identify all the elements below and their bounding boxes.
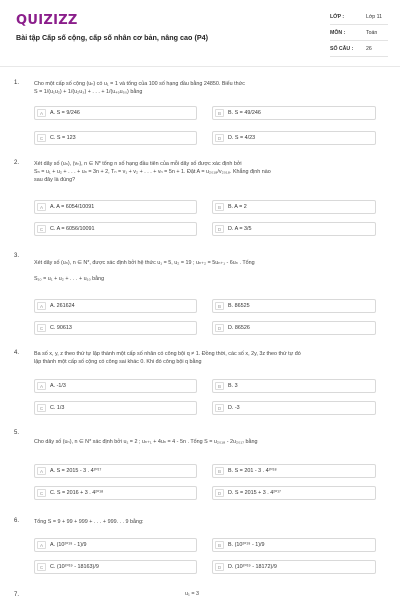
question-number: 5. xyxy=(14,430,20,436)
option-text: A. (10²⁰¹⁹ - 1)/9 xyxy=(50,542,87,548)
option-letter: B xyxy=(215,109,224,117)
option-d[interactable] xyxy=(212,560,376,574)
question-text xyxy=(34,518,384,526)
meta-label: MÔN : xyxy=(330,30,346,36)
question-line: Tổng S = 9 + 99 + 999 + . . . + 999. . . 9 bằng: xyxy=(34,519,144,525)
option-letter: A xyxy=(37,541,46,549)
question-number: 3. xyxy=(14,253,20,259)
option-a[interactable] xyxy=(34,464,197,478)
question-number: 1. xyxy=(14,80,20,86)
question-line: Xét dãy số (uₙ), n ∈ N*, được xác định bởi hệ thức u₁ = 5, u₂ = 19 ; uₙ₊₂ = 5uₙ₊₁ - 6uₙ . Tổng xyxy=(34,260,255,266)
meta-divider xyxy=(330,56,388,57)
option-letter: D xyxy=(215,489,224,497)
option-a[interactable] xyxy=(34,106,197,120)
question-line: Ba số x, y, z theo thứ tự lập thành một cấp số nhân có công bội q ≠ 1. Đồng thời, các số x, 2y, 3z theo thứ tự đó xyxy=(34,351,301,357)
option-a[interactable] xyxy=(34,538,197,552)
option-a[interactable] xyxy=(34,200,197,214)
option-text: C. S = 2016 + 3 . 4²⁰¹⁸ xyxy=(50,490,104,496)
question-number: 6. xyxy=(14,518,20,524)
option-letter: B xyxy=(215,382,224,390)
question-line: Cho một cấp số cộng (uₙ) có u₁ = 1 và tổng của 100 số hạng đầu bằng 24850. Biểu thức xyxy=(34,81,245,87)
question-line: S₁₀ = u₁ + u₂ + . . . + u₁₀ bằng xyxy=(34,276,105,282)
option-text: C. 90613 xyxy=(50,325,72,331)
option-letter: A xyxy=(37,203,46,211)
meta-value: Toán xyxy=(366,30,378,36)
option-d[interactable] xyxy=(212,486,376,500)
question-line: lập thành một cấp số cộng có công sai khác 0. Khi đó công bội q bằng xyxy=(34,359,202,365)
option-text: D. 86526 xyxy=(228,325,250,331)
question-line: Xét dãy số (uₙ), (vₙ), n ∈ N* tổng n số hạng đầu tiên của mỗi dãy số được xác định bởi xyxy=(34,161,242,167)
option-text: B. A = 2 xyxy=(228,204,247,210)
option-d[interactable] xyxy=(212,401,376,415)
option-letter: B xyxy=(215,467,224,475)
option-text: A. A = 6054/10091 xyxy=(50,204,95,210)
question-text xyxy=(185,590,245,598)
worksheet-title: Bài tập Cấp số cộng, cấp số nhân cơ bản, nâng cao (P4) xyxy=(16,33,209,42)
option-text: B. S = 49/246 xyxy=(228,110,261,116)
option-letter: A xyxy=(37,467,46,475)
option-a[interactable] xyxy=(34,379,197,393)
question-line: S = 1/(u₁u₂) + 1/(u₂u₃) + . . . + 1/(u₄₉u₅₀) bằng xyxy=(34,89,143,95)
option-b[interactable] xyxy=(212,538,376,552)
option-letter: C xyxy=(37,404,46,412)
option-text: D. (10²⁰¹⁹ - 18172)/9 xyxy=(228,564,277,570)
option-text: A. 261624 xyxy=(50,303,75,309)
option-text: A. S = 9/246 xyxy=(50,110,80,116)
header-divider xyxy=(0,66,400,67)
question-text xyxy=(34,438,384,446)
option-text: C. 1/3 xyxy=(50,405,65,411)
option-text: D. S = 4/23 xyxy=(228,135,256,141)
option-text: D. -3 xyxy=(228,405,240,411)
option-d[interactable] xyxy=(212,321,376,335)
meta-value: Lớp 11 xyxy=(366,14,382,20)
option-text: B. 86525 xyxy=(228,303,250,309)
option-c[interactable] xyxy=(34,321,197,335)
option-d[interactable] xyxy=(212,131,376,145)
option-letter: A xyxy=(37,109,46,117)
option-letter: C xyxy=(37,324,46,332)
option-letter: C xyxy=(37,489,46,497)
question-line: sau đây là đúng? xyxy=(34,177,76,183)
option-text: D. S = 2015 + 3 . 4²⁰¹⁷ xyxy=(228,490,281,496)
worksheet-header xyxy=(0,0,400,64)
meta-divider xyxy=(330,40,388,41)
option-letter: D xyxy=(215,563,224,571)
option-letter: D xyxy=(215,225,224,233)
option-letter: C xyxy=(37,563,46,571)
option-c[interactable] xyxy=(34,560,197,574)
option-text: D. A = 3/5 xyxy=(228,226,252,232)
question-text xyxy=(34,160,384,184)
option-b[interactable] xyxy=(212,106,376,120)
option-text: C. (10²⁰¹⁹ - 18163)/9 xyxy=(50,564,99,570)
meta-label: LỚP : xyxy=(330,14,345,20)
option-letter: D xyxy=(215,404,224,412)
question-text xyxy=(34,350,384,366)
question-number: 7. xyxy=(14,592,20,598)
option-letter: B xyxy=(215,203,224,211)
option-letter: B xyxy=(215,541,224,549)
option-b[interactable] xyxy=(212,200,376,214)
option-text: A. S = 2015 - 3 . 4²⁰¹⁷ xyxy=(50,468,102,474)
option-c[interactable] xyxy=(34,222,197,236)
option-text: C. S = 123 xyxy=(50,135,76,141)
question-text xyxy=(34,80,384,96)
question-number: 2. xyxy=(14,160,20,166)
question-line: Sₙ = u₁ + u₂ + . . . + uₙ = 3n + 2, Tₙ = v₁ + v₂ + . . . + vₙ = 5n + 1. Đặt A = u₂₀₁₈/v₂₀₁₈. Khẳng định nào xyxy=(34,169,271,175)
option-text: C. A = 6056/10091 xyxy=(50,226,95,232)
option-d[interactable] xyxy=(212,222,376,236)
option-letter: D xyxy=(215,324,224,332)
option-letter: A xyxy=(37,382,46,390)
option-letter: B xyxy=(215,302,224,310)
option-c[interactable] xyxy=(34,401,197,415)
meta-label: SỐ CÂU : xyxy=(330,46,354,52)
option-text: B. (10²⁰¹⁹ - 1)/9 xyxy=(228,542,265,548)
question-number: 4. xyxy=(14,350,20,356)
option-b[interactable] xyxy=(212,379,376,393)
option-letter: C xyxy=(37,225,46,233)
option-b[interactable] xyxy=(212,299,376,313)
question-line: Cho dãy số (uₙ), n ∈ N* xác định bởi u₁ = 2 ; uₙ₊₁ + 4uₙ = 4 - 5n . Tổng S = u₂₀₁₈ - 2u₂₀₁₇ bằng xyxy=(34,439,258,445)
option-c[interactable] xyxy=(34,486,197,500)
quizizz-logo: QUIZIZZ xyxy=(16,13,78,28)
meta-value: 26 xyxy=(366,46,372,52)
option-c[interactable] xyxy=(34,131,197,145)
option-letter: A xyxy=(37,302,46,310)
option-letter: C xyxy=(37,134,46,142)
question-text xyxy=(34,259,384,283)
question-line: u₁ = 3 xyxy=(185,591,199,597)
option-a[interactable] xyxy=(34,299,197,313)
option-letter: D xyxy=(215,134,224,142)
option-text: A. -1/3 xyxy=(50,383,66,389)
option-b[interactable] xyxy=(212,464,376,478)
meta-divider xyxy=(330,24,388,25)
option-text: B. S = 201 - 3 . 4²⁰¹⁸ xyxy=(228,468,277,474)
option-text: B. 3 xyxy=(228,383,238,389)
